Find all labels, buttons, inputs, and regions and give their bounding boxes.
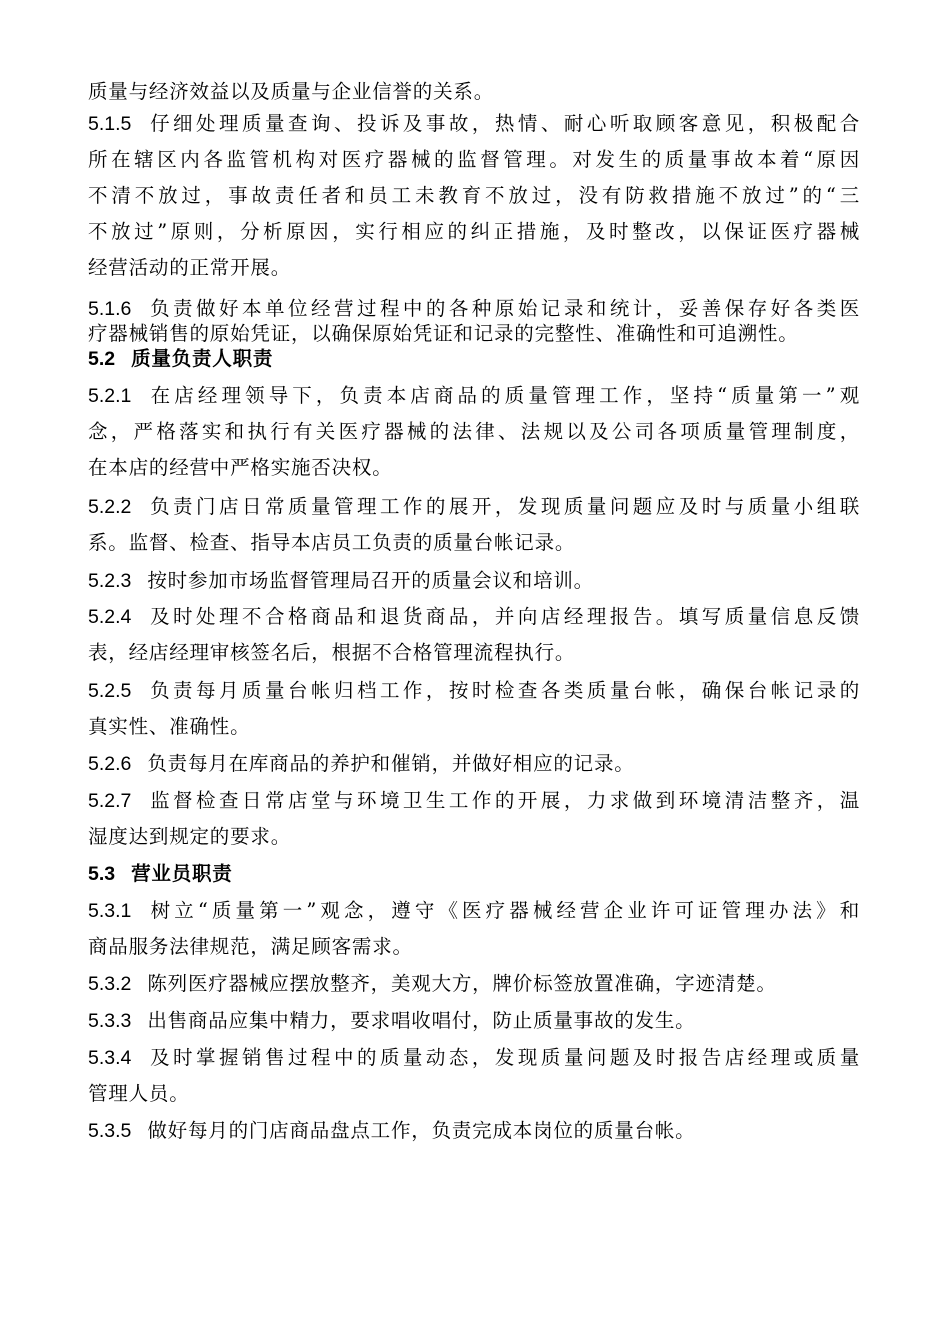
clause-text: 仔细处理质量查询、投诉及事故，热情、耐心听取顾客意见，积极配合 [147, 112, 860, 135]
clause-5-3-4-line-2: 管理人员。 [88, 1082, 190, 1105]
clause-number: 5.2.4 [88, 606, 132, 628]
clause-5-2-2-line-2: 系。监督、检查、指导本店员工负责的质量台帐记录。 [88, 531, 576, 554]
section-heading-5-2 [88, 343, 273, 371]
clause-5-2-1-line-3: 在本店的经营中严格实施否决权。 [88, 456, 393, 479]
clause-5-2-1-line-2: 念，严格落实和执行有关医疗器械的法律、法规以及公司各项质量管理制度， [88, 420, 860, 443]
section-number: 5.3 [88, 863, 116, 885]
clause-text: 及时处理不合格商品和退货商品，并向店经理报告。填写质量信息反馈 [147, 605, 860, 628]
clause-5-2-3-line-1 [88, 565, 594, 593]
clause-text: 负责每月质量台帐归档工作，按时检查各类质量台帐，确保台帐记录的 [147, 679, 860, 702]
clause-number: 5.2.2 [88, 496, 132, 518]
clause-number: 5.2.1 [88, 385, 132, 407]
clause-5-2-5-line-1 [88, 675, 860, 703]
clause-5-3-4-line-1 [88, 1042, 860, 1070]
clause-number: 5.2.3 [88, 570, 132, 592]
clause-5-3-3-line-1 [88, 1005, 695, 1033]
clause-5-3-2-line-1 [88, 968, 777, 996]
clause-5-1-5-line-1 [88, 108, 860, 136]
clause-text: 树立“质量第一”观念，遵守《医疗器械经营企业许可证管理办法》和 [147, 899, 860, 922]
clause-5-2-7-line-2: 湿度达到规定的要求。 [88, 825, 292, 848]
clause-number: 5.3.2 [88, 973, 132, 995]
clause-number: 5.1.6 [88, 298, 132, 320]
clause-5-2-7-line-1 [88, 785, 860, 813]
continuation-text: 质量与经济效益以及质量与企业信誉的关系。 [88, 80, 495, 103]
clause-number: 5.1.5 [88, 113, 132, 135]
clause-number: 5.2.5 [88, 680, 132, 702]
clause-5-2-2-line-1 [88, 491, 860, 519]
clause-number: 5.3.5 [88, 1120, 132, 1142]
clause-text: 陈列医疗器械应摆放整齐，美观大方，牌价标签放置准确，字迹清楚。 [147, 972, 777, 995]
section-title: 质量负责人职责 [131, 347, 274, 370]
clause-text: 负责门店日常质量管理工作的展开，发现质量问题应及时与质量小组联 [147, 495, 860, 518]
clause-5-1-6-line-2: 疗器械销售的原始凭证，以确保原始凭证和记录的完整性、准确性和可追溯性。 [88, 322, 799, 345]
clause-number: 5.2.6 [88, 753, 132, 775]
clause-text: 做好每月的门店商品盘点工作，负责完成本岗位的质量台帐。 [147, 1119, 696, 1142]
clause-5-2-1-line-1 [88, 380, 860, 408]
clause-text: 负责做好本单位经营过程中的各种原始记录和统计，妥善保存好各类医 [147, 297, 860, 320]
clause-5-2-6-line-1 [88, 748, 635, 776]
clause-5-1-5-line-5: 经营活动的正常开展。 [88, 256, 292, 279]
clause-5-3-5-line-1 [88, 1115, 695, 1143]
clause-text: 负责每月在库商品的养护和催销，并做好相应的记录。 [147, 752, 635, 775]
clause-text: 及时掌握销售过程中的质量动态，发现质量问题及时报告店经理或质量 [147, 1046, 860, 1069]
clause-5-2-4-line-2: 表，经店经理审核签名后，根据不合格管理流程执行。 [88, 641, 576, 664]
clause-text: 监督检查日常店堂与环境卫生工作的开展，力求做到环境清洁整齐，温 [147, 789, 860, 812]
clause-5-2-4-line-1 [88, 601, 860, 629]
section-title: 营业员职责 [131, 862, 233, 885]
clause-text: 按时参加市场监督管理局召开的质量会议和培训。 [147, 569, 594, 592]
section-number: 5.2 [88, 348, 116, 370]
clause-5-1-5-line-4: 不放过”原则，分析原因，实行相应的纠正措施，及时整改，以保证医疗器械 [88, 220, 860, 243]
clause-text: 在店经理领导下，负责本店商品的质量管理工作，坚持“质量第一”观 [147, 384, 860, 407]
clause-5-2-5-line-2: 真实性、准确性。 [88, 715, 251, 738]
clause-5-3-1-line-2: 商品服务法律规范，满足顾客需求。 [88, 935, 413, 958]
clause-number: 5.3.1 [88, 900, 132, 922]
clause-5-3-1-line-1 [88, 895, 860, 923]
clause-5-1-6-line-1 [88, 293, 860, 321]
clause-5-1-5-line-3: 不清不放过，事故责任者和员工未教育不放过，没有防救措施不放过”的“三 [88, 184, 860, 207]
clause-5-1-5-line-2: 所在辖区内各监管机构对医疗器械的监督管理。对发生的质量事故本着“原因 [88, 148, 860, 171]
clause-number: 5.3.4 [88, 1047, 132, 1069]
clause-number: 5.2.7 [88, 790, 132, 812]
clause-text: 出售商品应集中精力，要求唱收唱付，防止质量事故的发生。 [147, 1009, 696, 1032]
clause-number: 5.3.3 [88, 1010, 132, 1032]
section-heading-5-3 [88, 858, 233, 886]
